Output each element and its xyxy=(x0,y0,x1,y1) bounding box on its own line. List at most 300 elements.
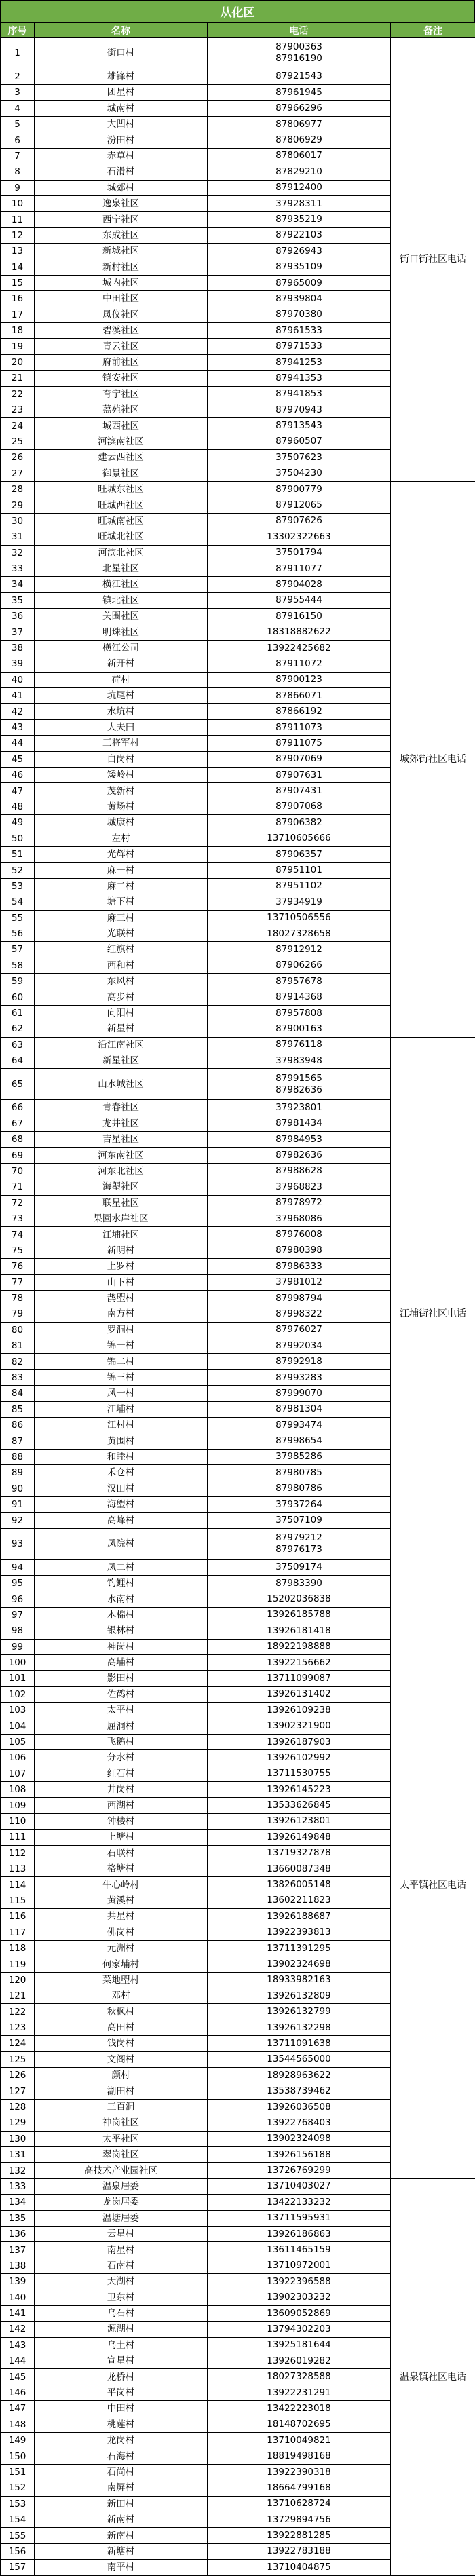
phone-number: 87900363 xyxy=(208,41,390,53)
phone-cell xyxy=(208,1940,391,1956)
community-name: 新星村 xyxy=(35,1021,208,1037)
phone-cell xyxy=(208,1037,391,1053)
phone-number: 87979212 xyxy=(208,1532,390,1544)
community-name: 街口村 xyxy=(35,38,208,69)
phone-cell xyxy=(208,1227,391,1243)
row-number: 43 xyxy=(1,719,35,735)
phone-number: 13926132298 xyxy=(208,2022,390,2034)
phone-number: 87984953 xyxy=(208,1134,390,1145)
row-number: 44 xyxy=(1,736,35,751)
community-name: 源湖村 xyxy=(35,2322,208,2337)
phone-number: 13922231291 xyxy=(208,2387,390,2399)
phone-number: 87829210 xyxy=(208,166,390,178)
phone-number: 13926145223 xyxy=(208,1784,390,1796)
phone-number: 13719327878 xyxy=(208,1847,390,1859)
phone-number: 13422223018 xyxy=(208,2403,390,2414)
row-number: 135 xyxy=(1,2210,35,2226)
row-number: 154 xyxy=(1,2512,35,2527)
row-number: 80 xyxy=(1,1322,35,1338)
community-name: 木棉村 xyxy=(35,1607,208,1623)
row-number: 64 xyxy=(1,1053,35,1069)
row-number: 38 xyxy=(1,640,35,656)
phone-cell xyxy=(208,1513,391,1528)
community-name: 水南村 xyxy=(35,1591,208,1607)
phone-cell xyxy=(208,561,391,576)
phone-number: 13926187903 xyxy=(208,1737,390,1748)
community-name: 钓鲤村 xyxy=(35,1575,208,1591)
community-name: 温泉居委 xyxy=(35,2178,208,2194)
row-number: 81 xyxy=(1,1338,35,1354)
community-name: 麻三村 xyxy=(35,910,208,926)
phone-cell xyxy=(208,2051,391,2067)
row-number: 110 xyxy=(1,1813,35,1829)
row-number: 109 xyxy=(1,1798,35,1813)
phone-cell xyxy=(208,1163,391,1179)
phone-number: 87981434 xyxy=(208,1118,390,1129)
phone-cell xyxy=(208,1148,391,1163)
phone-cell xyxy=(208,1686,391,1702)
row-number: 111 xyxy=(1,1830,35,1845)
community-name: 横江公司 xyxy=(35,640,208,656)
row-number: 115 xyxy=(1,1893,35,1908)
community-name: 左村 xyxy=(35,831,208,846)
phone-number: 87935219 xyxy=(208,214,390,225)
phone-number: 13926036508 xyxy=(208,2102,390,2113)
community-name: 桃莲村 xyxy=(35,2417,208,2432)
contact-table xyxy=(0,22,475,2576)
community-name: 凤院村 xyxy=(35,1528,208,1559)
row-number: 77 xyxy=(1,1274,35,1290)
phone-number: 87982636 xyxy=(208,1084,390,1096)
community-name: 石海村 xyxy=(35,2448,208,2464)
community-name: 南方村 xyxy=(35,1306,208,1322)
row-number: 48 xyxy=(1,799,35,814)
row-number: 75 xyxy=(1,1243,35,1258)
community-name: 新明村 xyxy=(35,1243,208,1258)
row-number: 128 xyxy=(1,2099,35,2115)
community-name: 西和村 xyxy=(35,958,208,973)
row-number: 4 xyxy=(1,100,35,116)
phone-number: 37504230 xyxy=(208,468,390,479)
community-name: 西宁社区 xyxy=(35,212,208,227)
row-number: 132 xyxy=(1,2163,35,2178)
phone-number: 87951102 xyxy=(208,880,390,892)
phone-number: 87911073 xyxy=(208,722,390,734)
community-name: 海塱村 xyxy=(35,1496,208,1512)
phone-cell xyxy=(208,2210,391,2226)
community-name: 凤一村 xyxy=(35,1386,208,1401)
community-name: 城西社区 xyxy=(35,418,208,434)
row-number: 133 xyxy=(1,2178,35,2194)
phone-cell xyxy=(208,1972,391,1988)
phone-cell xyxy=(208,1386,391,1401)
phone-number: 13710049821 xyxy=(208,2435,390,2446)
phone-cell xyxy=(208,910,391,926)
row-number: 60 xyxy=(1,989,35,1005)
phone-number: 37923801 xyxy=(208,1102,390,1114)
community-name: 黄围村 xyxy=(35,1433,208,1449)
phone-cell xyxy=(208,450,391,466)
phone-cell xyxy=(208,1005,391,1021)
phone-cell xyxy=(208,942,391,958)
row-number: 12 xyxy=(1,227,35,243)
row-number: 86 xyxy=(1,1418,35,1433)
phone-number: 18928963622 xyxy=(208,2070,390,2081)
row-number: 119 xyxy=(1,1956,35,1972)
phone-cell xyxy=(208,307,391,322)
phone-cell xyxy=(208,815,391,831)
phone-number: 87980785 xyxy=(208,1467,390,1479)
phone-number: 18027328588 xyxy=(208,2371,390,2383)
phone-cell xyxy=(208,926,391,941)
row-number: 45 xyxy=(1,751,35,767)
community-name: 井岗村 xyxy=(35,1782,208,1798)
phone-number: 13611465159 xyxy=(208,2244,390,2256)
phone-number: 87916150 xyxy=(208,611,390,622)
phone-cell xyxy=(208,2385,391,2400)
phone-number: 87916190 xyxy=(208,53,390,64)
row-number: 52 xyxy=(1,863,35,878)
phone-number: 13710605666 xyxy=(208,833,390,844)
phone-cell xyxy=(208,1909,391,1925)
phone-cell xyxy=(208,1623,391,1639)
row-number: 46 xyxy=(1,767,35,782)
phone-number: 13726769299 xyxy=(208,2165,390,2176)
phone-cell xyxy=(208,259,391,275)
row-number: 157 xyxy=(1,2560,35,2575)
row-number: 34 xyxy=(1,577,35,592)
community-name: 新开村 xyxy=(35,656,208,672)
row-number: 107 xyxy=(1,1766,35,1781)
phone-number: 87926943 xyxy=(208,246,390,257)
phone-cell xyxy=(208,2099,391,2115)
community-name: 牛心岭村 xyxy=(35,1877,208,1893)
row-number: 153 xyxy=(1,2496,35,2512)
community-name: 新村社区 xyxy=(35,259,208,275)
phone-cell xyxy=(208,418,391,434)
phone-number: 87941353 xyxy=(208,373,390,384)
phone-number: 13926156188 xyxy=(208,2149,390,2161)
group-remark: 江埔街社区电话 xyxy=(391,1037,475,1591)
row-number: 18 xyxy=(1,323,35,339)
phone-cell xyxy=(208,751,391,767)
phone-number: 87900163 xyxy=(208,1023,390,1035)
phone-number: 37968086 xyxy=(208,1213,390,1225)
phone-number: 87904028 xyxy=(208,579,390,590)
community-name: 北星社区 xyxy=(35,561,208,576)
row-number: 151 xyxy=(1,2464,35,2480)
row-number: 125 xyxy=(1,2051,35,2067)
row-number: 57 xyxy=(1,942,35,958)
community-name: 石联村 xyxy=(35,1845,208,1861)
phone-number: 13925181644 xyxy=(208,2339,390,2351)
phone-cell xyxy=(208,1465,391,1481)
phone-cell xyxy=(208,1481,391,1496)
row-number: 96 xyxy=(1,1591,35,1607)
community-name: 屈洞村 xyxy=(35,1718,208,1734)
phone-number: 37985286 xyxy=(208,1451,390,1462)
row-number: 101 xyxy=(1,1671,35,1686)
phone-number: 87911072 xyxy=(208,658,390,670)
community-name: 影田村 xyxy=(35,1671,208,1686)
phone-number: 87957678 xyxy=(208,976,390,987)
phone-number: 13926123801 xyxy=(208,1815,390,1827)
community-name: 龙井社区 xyxy=(35,1116,208,1131)
row-number: 13 xyxy=(1,244,35,259)
phone-number: 37507623 xyxy=(208,452,390,463)
phone-number: 13711091638 xyxy=(208,2038,390,2049)
phone-cell xyxy=(208,2369,391,2385)
phone-cell xyxy=(208,1290,391,1306)
phone-cell xyxy=(208,2020,391,2035)
community-name: 河东北社区 xyxy=(35,1163,208,1179)
phone-cell xyxy=(208,1021,391,1037)
community-name: 高技术产业园社区 xyxy=(35,2163,208,2178)
community-name: 府前社区 xyxy=(35,354,208,370)
community-name: 坑尾村 xyxy=(35,688,208,704)
phone-number: 13926019282 xyxy=(208,2355,390,2367)
phone-cell xyxy=(208,656,391,672)
phone-cell xyxy=(208,2131,391,2146)
phone-cell xyxy=(208,497,391,513)
phone-number: 87906266 xyxy=(208,960,390,971)
row-number: 91 xyxy=(1,1496,35,1512)
community-name: 黄场村 xyxy=(35,799,208,814)
community-name: 东成社区 xyxy=(35,227,208,243)
row-number: 7 xyxy=(1,148,35,164)
phone-number: 37937264 xyxy=(208,1499,390,1511)
community-name: 锦三村 xyxy=(35,1369,208,1385)
community-name: 太平村 xyxy=(35,1703,208,1718)
community-name: 矮岭村 xyxy=(35,767,208,782)
header-phone: 电话 xyxy=(208,23,391,38)
phone-number: 87957808 xyxy=(208,1008,390,1019)
phone-number: 87806017 xyxy=(208,150,390,162)
row-number: 15 xyxy=(1,275,35,290)
phone-cell xyxy=(208,1877,391,1893)
phone-cell xyxy=(208,2147,391,2163)
phone-number: 13710972001 xyxy=(208,2260,390,2271)
row-number: 65 xyxy=(1,1069,35,1100)
phone-cell xyxy=(208,2401,391,2417)
community-name: 三百洞 xyxy=(35,2099,208,2115)
phone-number: 87980398 xyxy=(208,1245,390,1256)
row-number: 118 xyxy=(1,1940,35,1956)
phone-cell xyxy=(208,164,391,180)
row-number: 9 xyxy=(1,180,35,195)
phone-number: 87993283 xyxy=(208,1372,390,1384)
phone-number: 87906382 xyxy=(208,817,390,829)
phone-cell xyxy=(208,2004,391,2020)
phone-number: 13729894756 xyxy=(208,2514,390,2526)
community-name: 石尚村 xyxy=(35,2464,208,2480)
phone-cell xyxy=(208,100,391,116)
row-number: 62 xyxy=(1,1021,35,1037)
community-name: 禾仓村 xyxy=(35,1465,208,1481)
row-number: 143 xyxy=(1,2337,35,2353)
community-name: 江埔社区 xyxy=(35,1227,208,1243)
community-name: 颜村 xyxy=(35,2068,208,2083)
community-name: 碧溪社区 xyxy=(35,323,208,339)
phone-number: 13826005148 xyxy=(208,1879,390,1891)
community-name: 龙岗村 xyxy=(35,2433,208,2448)
phone-cell xyxy=(208,1798,391,1813)
row-number: 92 xyxy=(1,1513,35,1528)
phone-cell xyxy=(208,1861,391,1876)
row-number: 124 xyxy=(1,2036,35,2051)
row-number: 150 xyxy=(1,2448,35,2464)
phone-number: 18922198888 xyxy=(208,1641,390,1652)
row-number: 47 xyxy=(1,783,35,799)
row-number: 37 xyxy=(1,624,35,640)
row-number: 55 xyxy=(1,910,35,926)
phone-number: 13710628724 xyxy=(208,2498,390,2509)
community-name: 温塘居委 xyxy=(35,2210,208,2226)
phone-number: 18318882622 xyxy=(208,626,390,638)
phone-number: 87955444 xyxy=(208,594,390,606)
row-number: 54 xyxy=(1,894,35,910)
phone-number: 13902324098 xyxy=(208,2133,390,2144)
row-number: 117 xyxy=(1,1925,35,1940)
phone-cell xyxy=(208,1734,391,1749)
phone-number: 13902324698 xyxy=(208,1958,390,1970)
phone-cell xyxy=(208,1703,391,1718)
phone-number: 13711595931 xyxy=(208,2212,390,2224)
phone-number: 87951101 xyxy=(208,865,390,876)
community-name: 三将军村 xyxy=(35,736,208,751)
row-number: 89 xyxy=(1,1465,35,1481)
phone-number: 87976118 xyxy=(208,1039,390,1050)
community-name: 旺城东社区 xyxy=(35,481,208,497)
community-name: 中田社区 xyxy=(35,291,208,307)
row-number: 82 xyxy=(1,1354,35,1369)
phone-cell xyxy=(208,227,391,243)
row-number: 137 xyxy=(1,2242,35,2258)
phone-cell xyxy=(208,244,391,259)
row-number: 25 xyxy=(1,434,35,449)
community-name: 钟楼村 xyxy=(35,1813,208,1829)
community-name: 天湖村 xyxy=(35,2274,208,2290)
phone-number: 13902303232 xyxy=(208,2292,390,2303)
phone-number: 87913543 xyxy=(208,420,390,432)
phone-cell xyxy=(208,1718,391,1734)
phone-cell xyxy=(208,1893,391,1908)
phone-number: 87906357 xyxy=(208,849,390,860)
row-number: 88 xyxy=(1,1449,35,1464)
community-name: 湖田村 xyxy=(35,2083,208,2099)
phone-number: 87912912 xyxy=(208,944,390,955)
phone-number: 13922156662 xyxy=(208,1657,390,1669)
row-number: 2 xyxy=(1,69,35,84)
phone-cell xyxy=(208,180,391,195)
community-name: 大夫田 xyxy=(35,719,208,735)
phone-cell xyxy=(208,2512,391,2527)
phone-cell xyxy=(208,2083,391,2099)
community-name: 龙岗居委 xyxy=(35,2195,208,2210)
phone-number: 13926131402 xyxy=(208,1688,390,1700)
community-name: 团星村 xyxy=(35,85,208,100)
table-body xyxy=(1,38,475,2576)
phone-cell xyxy=(208,704,391,719)
phone-number: 87911077 xyxy=(208,563,390,575)
group-remark: 街口街社区电话 xyxy=(391,38,475,482)
row-number: 3 xyxy=(1,85,35,100)
community-name: 菜地塱村 xyxy=(35,1972,208,1988)
phone-cell xyxy=(208,1607,391,1623)
community-name: 佛岗村 xyxy=(35,1925,208,1940)
phone-number: 87976008 xyxy=(208,1229,390,1240)
phone-cell xyxy=(208,275,391,290)
phone-number: 13902321900 xyxy=(208,1720,390,1732)
community-name: 汉田村 xyxy=(35,1481,208,1496)
community-name: 河滨北社区 xyxy=(35,545,208,561)
phone-number: 87998794 xyxy=(208,1293,390,1304)
phone-number: 87961533 xyxy=(208,325,390,337)
phone-cell xyxy=(208,672,391,687)
row-number: 10 xyxy=(1,195,35,211)
phone-number: 87961945 xyxy=(208,87,390,98)
phone-number: 18664799168 xyxy=(208,2482,390,2494)
phone-number: 13609052869 xyxy=(208,2308,390,2319)
community-name: 上塘村 xyxy=(35,1830,208,1845)
phone-number: 87981304 xyxy=(208,1403,390,1415)
row-number: 58 xyxy=(1,958,35,973)
row-number: 35 xyxy=(1,592,35,608)
phone-cell xyxy=(208,1449,391,1464)
row-number: 113 xyxy=(1,1861,35,1876)
row-number: 78 xyxy=(1,1290,35,1306)
row-number: 66 xyxy=(1,1100,35,1116)
phone-cell xyxy=(208,2528,391,2543)
community-name: 麻二村 xyxy=(35,878,208,894)
row-number: 122 xyxy=(1,2004,35,2020)
phone-number: 87998322 xyxy=(208,1308,390,1320)
row-number: 33 xyxy=(1,561,35,576)
row-number: 93 xyxy=(1,1528,35,1559)
row-number: 28 xyxy=(1,481,35,497)
community-name: 新田村 xyxy=(35,2496,208,2512)
phone-cell xyxy=(208,69,391,84)
phone-cell xyxy=(208,1845,391,1861)
phone-number: 87806977 xyxy=(208,119,390,130)
phone-number: 13711391295 xyxy=(208,1943,390,1954)
phone-number: 13660087348 xyxy=(208,1863,390,1875)
community-name: 高步村 xyxy=(35,989,208,1005)
phone-number: 87999070 xyxy=(208,1388,390,1399)
row-number: 149 xyxy=(1,2433,35,2448)
table-row xyxy=(1,1037,475,1053)
phone-cell xyxy=(208,1591,391,1607)
community-name: 格塘村 xyxy=(35,1861,208,1876)
phone-cell xyxy=(208,1639,391,1654)
phone-cell xyxy=(208,1575,391,1591)
row-number: 99 xyxy=(1,1639,35,1654)
phone-number: 13602211823 xyxy=(208,1895,390,1906)
row-number: 98 xyxy=(1,1623,35,1639)
header-row xyxy=(1,23,475,38)
row-number: 70 xyxy=(1,1163,35,1179)
phone-number: 87976027 xyxy=(208,1324,390,1336)
phone-number: 87941853 xyxy=(208,388,390,400)
row-number: 155 xyxy=(1,2528,35,2543)
community-name: 镇北社区 xyxy=(35,592,208,608)
community-name: 黄溪村 xyxy=(35,1893,208,1908)
phone-cell xyxy=(208,2305,391,2321)
phone-number: 37509174 xyxy=(208,1561,390,1573)
phone-number: 87992918 xyxy=(208,1356,390,1367)
community-name: 罗洞村 xyxy=(35,1322,208,1338)
community-name: 城内社区 xyxy=(35,275,208,290)
